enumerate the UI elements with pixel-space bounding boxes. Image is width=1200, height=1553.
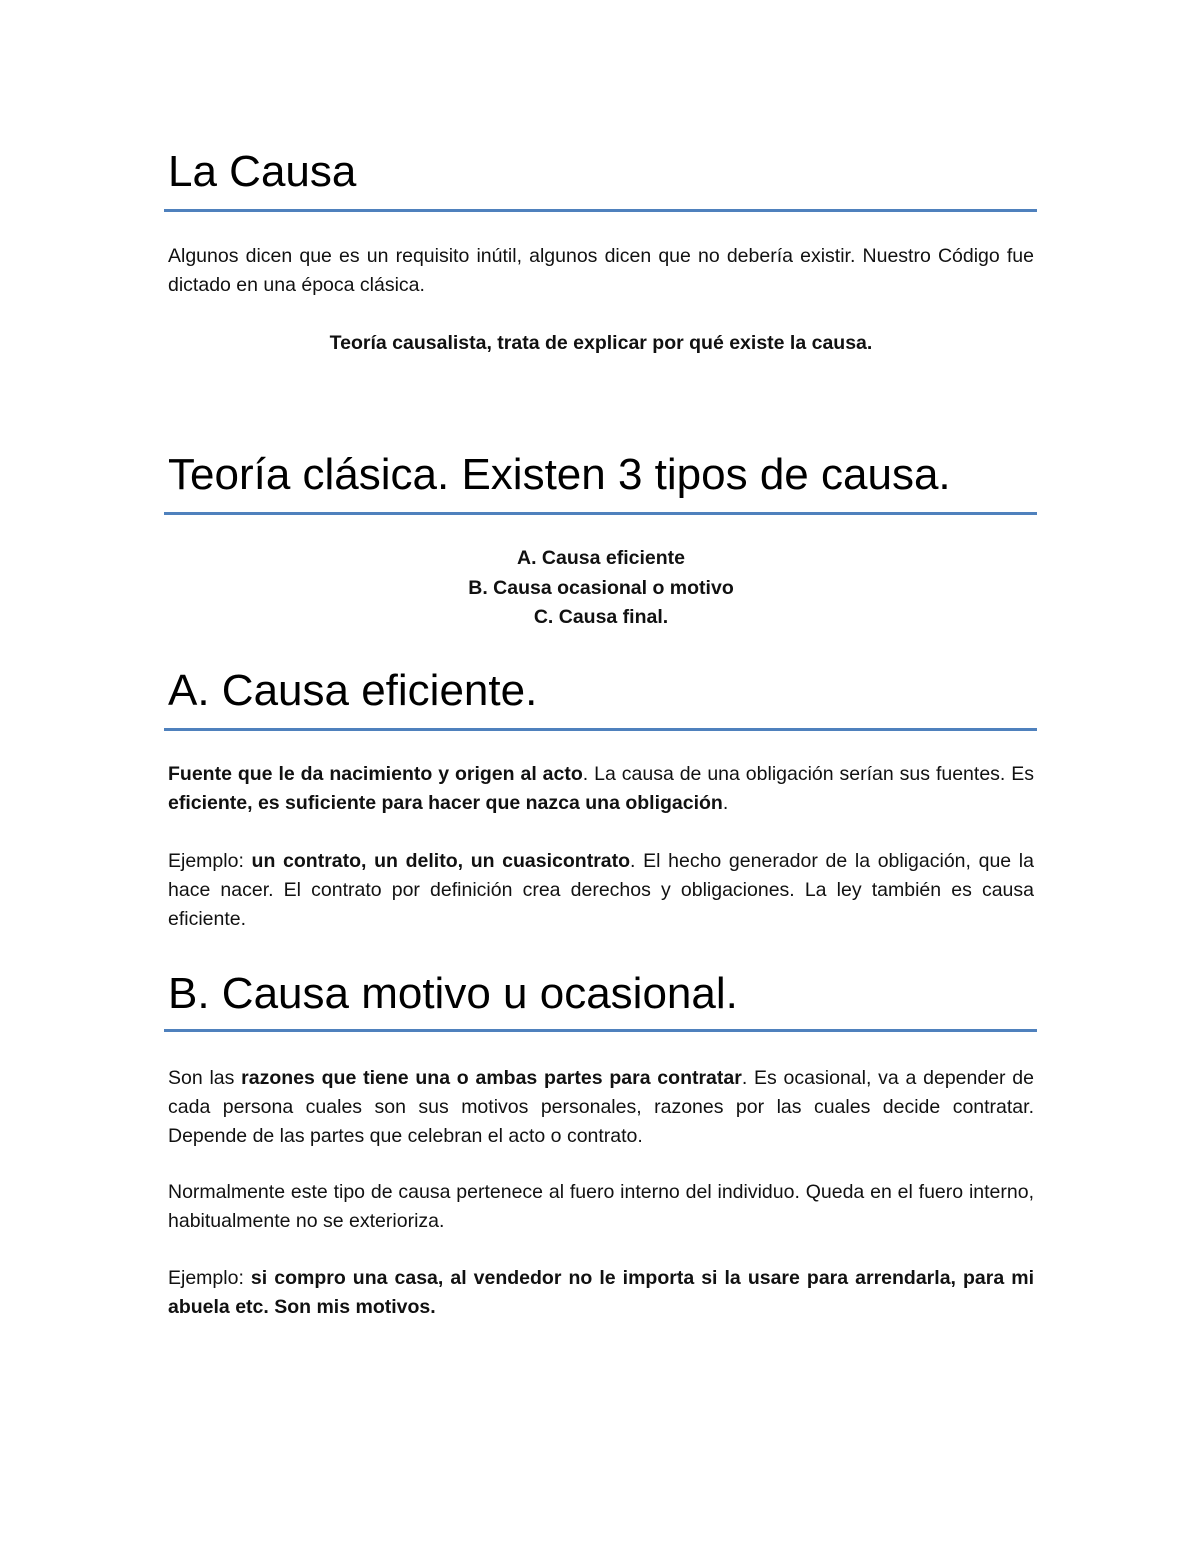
text-run: Ejemplo:: [168, 850, 252, 872]
text-run: . La causa de una obligación serían sus fuentes. Es: [582, 763, 1035, 785]
text-run: Ejemplo:: [168, 1267, 251, 1289]
list-item: B. Causa ocasional o motivo: [468, 576, 734, 599]
paragraph-fuente: [168, 760, 1034, 818]
paragraph-fuero-interno: Normalmente este tipo de causa pertenece al fuero interno del individuo. Queda en el fuero interno, habitualmente no se exterioriza.: [168, 1181, 1034, 1232]
bold-text: si compro una casa, al vendedor no le importa si la usare para arrendarla, para mi abuela etc. Son mis motivos.: [168, 1267, 1034, 1318]
text-run: Son las: [168, 1067, 242, 1089]
heading-causa-eficiente: A. Causa eficiente.: [168, 666, 538, 715]
paragraph-razones: [168, 1064, 1034, 1151]
bold-text: Fuente que le da nacimiento y origen al acto: [168, 763, 583, 785]
heading-underline: [164, 1029, 1037, 1032]
text-run: . Es ocasional, va a depender de cada persona cuales son sus motivos personales, razones por las cuales decide contratar. Depende de las partes que celebran el acto o contrato.: [168, 1067, 1034, 1147]
list-item: C. Causa final.: [533, 606, 669, 628]
paragraph-ejemplo-eficiente: [168, 847, 1034, 934]
bold-text: eficiente, es suficiente para hacer que nazca una obligación: [168, 792, 723, 814]
heading-causa-motivo: B. Causa motivo u ocasional.: [168, 969, 738, 1018]
bold-text: un contrato, un delito, un cuasicontrato: [251, 850, 631, 872]
text-run: .: [722, 792, 729, 814]
paragraph-teoria-causalista: [168, 329, 1034, 358]
heading-underline: [164, 728, 1037, 731]
causa-types-list: [168, 544, 1034, 633]
heading-underline: [164, 209, 1037, 212]
heading-la-causa: La Causa: [168, 147, 357, 196]
list-item: A. Causa eficiente: [517, 547, 685, 569]
heading-teoria-clasica: Teoría clásica. Existen 3 tipos de causa.: [168, 450, 951, 499]
heading-underline: [164, 512, 1037, 515]
paragraph-intro: Algunos dicen que es un requisito inútil, algunos dicen que no debería existir. Nuestro Código fue dictado en una época clásica.: [168, 245, 1034, 296]
paragraph-ejemplo-motivo: [168, 1264, 1034, 1322]
bold-text: razones que tiene una o ambas partes para contratar: [241, 1067, 742, 1089]
bold-text: Teoría causalista, trata de explicar por qué existe la causa.: [329, 332, 873, 354]
text-run: . El hecho generador de la obligación, que la hace nacer. El contrato por definición crea derechos y obligaciones. La ley también es causa eficiente.: [168, 850, 1034, 930]
